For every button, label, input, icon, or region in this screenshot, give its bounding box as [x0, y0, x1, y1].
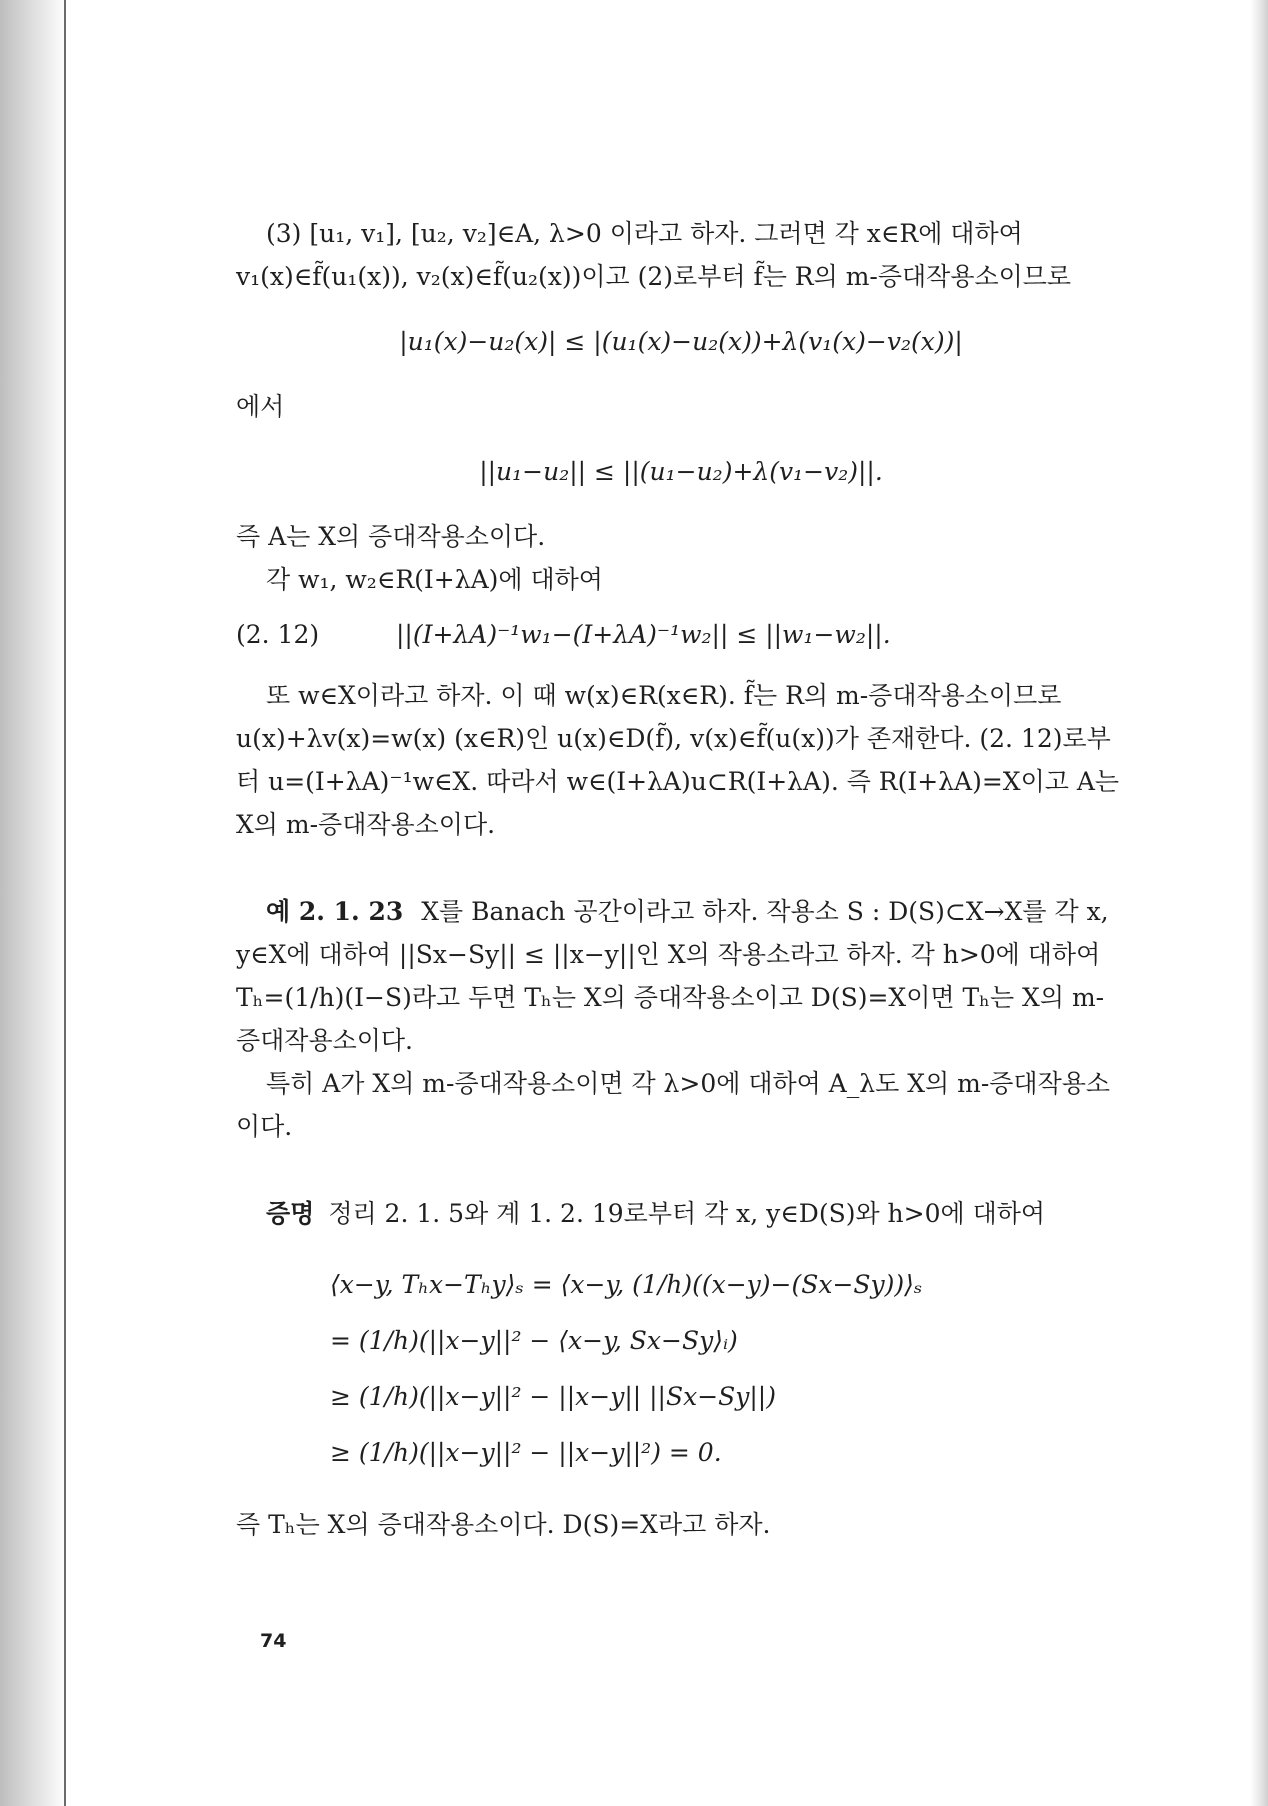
- proof-label: 증명: [266, 1199, 315, 1228]
- example-text: X를 Banach 공간이라고 하자. 작용소 S : D(S)⊂X→X를 각 x, y∈X에 대하여 ||Sx−Sy|| ≤ ||x−y||인 X의 작용소라고 하자. 각 h>0에 대하여 Tₕ=(1/h)(I−S)라고 두면 Tₕ는 X의 증대작용소이고 D(S)=X이면 Tₕ는 X의 m-증대작용소이다.: [236, 897, 1109, 1055]
- paragraph-2: 즉 A는 X의 증대작용소이다.: [236, 522, 546, 551]
- proof-paragraph: [236, 1192, 1126, 1235]
- paragraph-3: 각 w₁, w₂∈R(I+λA)에 대하여: [266, 565, 603, 594]
- example-paragraph: [236, 890, 1126, 1062]
- proof-derivation: [330, 1257, 1126, 1481]
- proof-equation-2: = (1/h)(||x−y||² − ⟨x−y, Sx−Sy⟩ᵢ): [330, 1326, 738, 1355]
- proof-text: 정리 2. 1. 5와 계 1. 2. 19로부터 각 x, y∈D(S)와 h>0에 대하여: [328, 1199, 1046, 1228]
- equation-number: (2. 12): [236, 620, 320, 649]
- book-binding-edge: [0, 0, 66, 1806]
- proof-equation-3: ≥ (1/h)(||x−y||² − ||x−y|| ||Sx−Sy||): [330, 1382, 776, 1411]
- example-label: 예 2. 1. 23: [266, 897, 404, 926]
- page-right-shadow: [1250, 0, 1268, 1806]
- conclusion: 즉 Tₕ는 X의 증대작용소이다. D(S)=X라고 하자.: [236, 1510, 771, 1539]
- equation-2-12: [236, 613, 1126, 656]
- proof-equation-4: ≥ (1/h)(||x−y||² − ||x−y||²) = 0.: [330, 1438, 722, 1467]
- equation-2-12-body: ||(I+λA)⁻¹w₁−(I+λA)⁻¹w₂|| ≤ ||w₁−w₂||.: [396, 620, 891, 649]
- equation-1: |u₁(x)−u₂(x)| ≤ |(u₁(x)−u₂(x))+λ(v₁(x)−v₂(x))|: [399, 327, 963, 356]
- page-number: 74: [260, 1630, 287, 1652]
- text-eseo: 에서: [236, 392, 285, 421]
- paragraph-1: (3) [u₁, v₁], [u₂, v₂]∈A, λ>0 이라고 하자. 그러면 각 x∈R에 대하여 v₁(x)∈f̃(u₁(x)), v₂(x)∈f̃(u₂(x))이고 (2)로부터 f̃는 R의 m-증대작용소이므로: [236, 219, 1072, 291]
- example-paragraph-2: 특히 A가 X의 m-증대작용소이면 각 λ>0에 대하여 A_λ도 X의 m-증대작용소이다.: [236, 1069, 1111, 1141]
- equation-2: ||u₁−u₂|| ≤ ||(u₁−u₂)+λ(v₁−v₂)||.: [479, 457, 883, 486]
- proof-equation-1: ⟨x−y, Tₕx−Tₕy⟩ₛ = ⟨x−y, (1/h)((x−y)−(Sx−Sy))⟩ₛ: [330, 1270, 923, 1299]
- paragraph-4: 또 w∈X이라고 하자. 이 때 w(x)∈R(x∈R). f̃는 R의 m-증대작용소이므로 u(x)+λv(x)=w(x) (x∈R)인 u(x)∈D(f̃), v(x)∈f̃(u(x))가 존재한다. (2. 12)로부터 u=(I+λA)⁻¹w∈X. 따라서 w∈(I+λA)u⊂R(I+λA). 즉 R(I+λA)=X이고 A는 X의 m-증대작용소이다.: [236, 681, 1120, 839]
- page-content: [236, 212, 1126, 1546]
